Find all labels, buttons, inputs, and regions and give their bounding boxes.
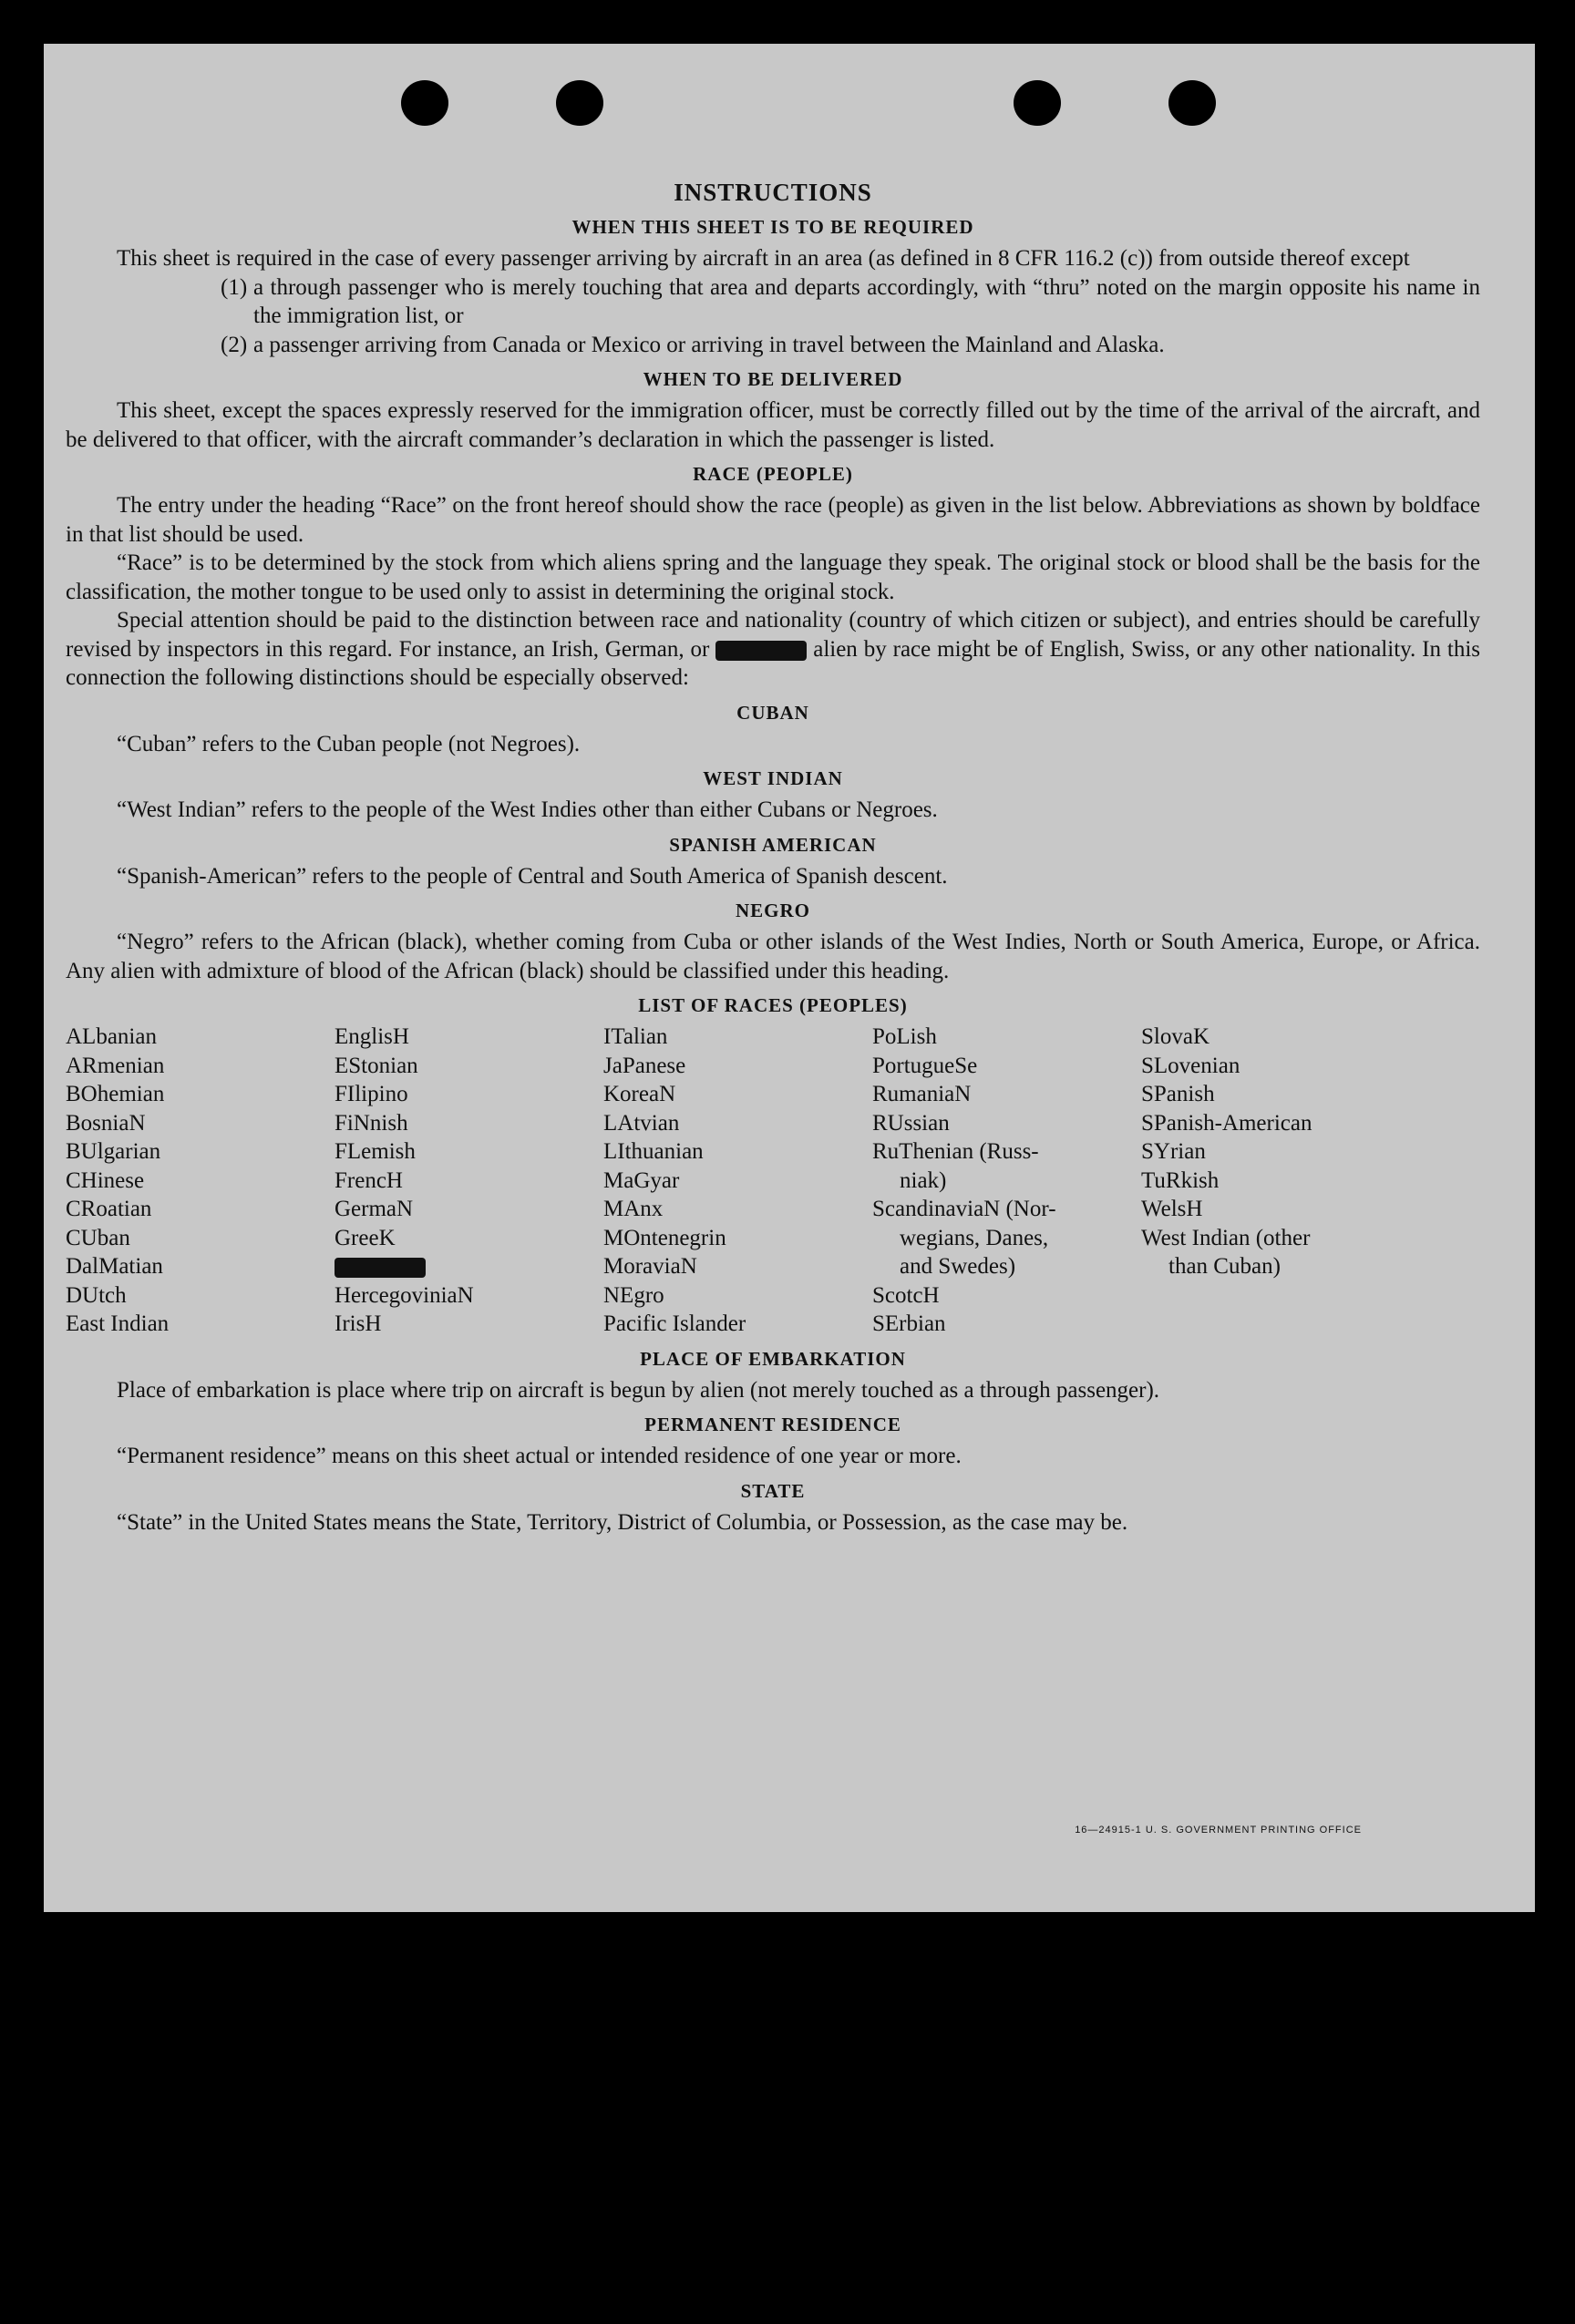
heading-state: STATE: [740, 1479, 806, 1502]
paragraph-race-1: The entry under the heading “Race” on the front hereof should show the race (people) as given in the list below. Abbreviations as shown by boldface in that list should be used.: [66, 493, 1480, 547]
race-item: WelsH: [1141, 1197, 1203, 1221]
race-item: MOntenegrin: [603, 1225, 726, 1250]
list-item: [66, 273, 1480, 331]
punch-hole: [556, 80, 603, 126]
race-item-continuation: and Swedes): [900, 1254, 1016, 1279]
races-column-4: [872, 1023, 1141, 1339]
race-item: Pacific Islander: [603, 1311, 746, 1336]
race-item: East Indian: [66, 1311, 170, 1336]
race-item: RUssian: [872, 1110, 950, 1136]
race-item: TuRkish: [1141, 1167, 1220, 1193]
race-item: SYrian: [1141, 1139, 1206, 1164]
punch-hole: [401, 80, 448, 126]
race-item: FLemish: [335, 1139, 416, 1164]
race-item: SLovenian: [1141, 1053, 1240, 1078]
race-item-continuation: niak): [900, 1167, 947, 1193]
race-item: DUtch: [66, 1282, 127, 1308]
race-item: RuThenian (Russ-: [872, 1139, 1039, 1164]
race-item: EnglisH: [335, 1024, 409, 1049]
paragraph-residence: “Permanent residence” means on this sheet actual or intended residence of one year or more.: [117, 1444, 962, 1468]
races-list: [66, 1023, 1480, 1339]
race-item: LAtvian: [603, 1110, 680, 1136]
races-column-2: [335, 1023, 603, 1339]
paragraph-race-2: “Race” is to be determined by the stock from which aliens spring and the language they speak. The original stock or blood shall be the basis for the classification, the mother tongue to be used only to assist in determining the original stock.: [66, 550, 1480, 604]
heading-west-indian: WEST INDIAN: [703, 767, 843, 789]
item-number: (2): [221, 332, 248, 357]
race-item: BosniaN: [66, 1110, 146, 1136]
redaction-mark: [335, 1258, 426, 1278]
race-item: MAnx: [603, 1197, 664, 1221]
item-number: (1): [221, 274, 248, 300]
race-item: CUban: [66, 1225, 130, 1250]
paragraph-cuban: “Cuban” refers to the Cuban people (not Negroes).: [117, 731, 581, 756]
race-item: DalMatian: [66, 1254, 163, 1279]
list-item: [66, 331, 1480, 360]
race-item: FrencH: [335, 1167, 403, 1193]
paragraph-when-delivered: This sheet, except the spaces expressly reserved for the immigration officer, must be correctly filled out by the time of the arrival of the aircraft, and be delivered to that officer, with the aircraft commander’s declaration in which the passenger is listed.: [66, 398, 1480, 452]
race-item: GreeK: [335, 1225, 396, 1250]
heading-negro: NEGRO: [735, 900, 810, 921]
race-item: GermaN: [335, 1197, 414, 1221]
race-item: IrisH: [335, 1311, 382, 1336]
race-item: EStonian: [335, 1053, 418, 1078]
race-item: BUlgarian: [66, 1139, 161, 1164]
races-column-5: [1141, 1023, 1442, 1339]
races-column-3: [603, 1023, 872, 1339]
race-item: SPanish-American: [1141, 1110, 1312, 1136]
punch-hole: [1014, 80, 1061, 126]
race-item: FiNnish: [335, 1110, 408, 1136]
race-item: West Indian (other: [1141, 1225, 1311, 1250]
paragraph-when-required: This sheet is required in the case of every passenger arriving by aircraft in an area (as defined in 8 CFR 116.2 (c)) from outside thereof except: [117, 246, 1410, 271]
page-title: INSTRUCTIONS: [674, 179, 872, 206]
race-item: LIthuanian: [603, 1139, 704, 1164]
paragraph-west-indian: “West Indian” refers to the people of the West Indies other than either Cubans or Negroes.: [117, 797, 938, 822]
race-item: MoraviaN: [603, 1254, 697, 1279]
race-item: ScandinaviaN (Nor-: [872, 1197, 1056, 1221]
race-3-part-b: alien by race might be of English, Swiss, or any other nationality. In this connection the following distinctions should be especially observed:: [66, 636, 1481, 690]
heading-when-required: WHEN THIS SHEET IS TO BE REQUIRED: [571, 216, 974, 238]
race-item: ARmenian: [66, 1053, 165, 1078]
race-item: SlovaK: [1141, 1024, 1210, 1049]
race-item: MaGyar: [603, 1167, 680, 1193]
printing-office-code: 16—24915-1 U. S. GOVERNMENT PRINTING OFFICE: [1075, 1825, 1362, 1836]
item-text: a passenger arriving from Canada or Mexico or arriving in travel between the Mainland and Alaska.: [253, 332, 1165, 357]
paragraph-spanish-american: “Spanish-American” refers to the people of Central and South America of Spanish descent.: [117, 863, 948, 889]
race-item: CHinese: [66, 1167, 145, 1193]
race-item: CRoatian: [66, 1197, 152, 1221]
race-3-part-a: Special attention should be paid to the distinction between race and nationality (country of which citizen or subject), and entries should be carefully revised by inspectors in this regard. For instance, an Irish, German, or: [66, 608, 1480, 662]
race-item-redacted: [335, 1252, 603, 1281]
item-text: a through passenger who is merely touching that area and departs accordingly, with “thru” noted on the margin opposite his name in the immigration list, or: [253, 274, 1480, 328]
race-item: ScotcH: [872, 1282, 940, 1308]
heading-embarkation: PLACE OF EMBARKATION: [640, 1347, 906, 1370]
race-item: KoreaN: [603, 1082, 676, 1106]
race-item-continuation: than Cuban): [1168, 1254, 1281, 1279]
race-item: HercegoviniaN: [335, 1282, 474, 1308]
punch-hole: [1168, 80, 1216, 126]
race-item: BOhemian: [66, 1082, 165, 1106]
paragraph-state: “State” in the United States means the State, Territory, District of Columbia, or Possession, as the case may be.: [117, 1509, 1128, 1535]
heading-when-delivered: WHEN TO BE DELIVERED: [643, 368, 903, 390]
race-item: SPanish: [1141, 1082, 1215, 1106]
paragraph-negro: “Negro” refers to the African (black), whether coming from Cuba or other islands of the West Indies, North or South America, Europe, or Africa. Any alien with admixture of blood of the African (black) should be classified under this heading.: [66, 930, 1480, 983]
heading-race: RACE (PEOPLE): [693, 463, 853, 485]
race-item: NEgro: [603, 1282, 664, 1308]
race-item: JaPanese: [603, 1053, 686, 1078]
races-column-1: [66, 1023, 335, 1339]
paragraph-race-3: [66, 606, 1480, 693]
heading-list-of-races: LIST OF RACES (PEOPLES): [638, 994, 908, 1016]
race-item: FIlipino: [335, 1082, 408, 1106]
heading-cuban: CUBAN: [736, 701, 809, 724]
race-item: PortugueSe: [872, 1053, 978, 1078]
redaction-mark: [715, 641, 807, 661]
race-item: RumaniaN: [872, 1082, 972, 1106]
heading-spanish-american: SPANISH AMERICAN: [669, 833, 877, 856]
document-page: [44, 44, 1535, 1912]
heading-residence: PERMANENT RESIDENCE: [644, 1414, 901, 1435]
race-item: ALbanian: [66, 1024, 157, 1049]
race-item-continuation: wegians, Danes,: [900, 1225, 1049, 1250]
race-item: ITalian: [603, 1024, 668, 1049]
race-item: SErbian: [872, 1311, 946, 1336]
race-item: PoLish: [872, 1024, 937, 1049]
paragraph-embarkation: Place of embarkation is place where trip on aircraft is begun by alien (not merely touched as a through passenger).: [117, 1377, 1160, 1403]
